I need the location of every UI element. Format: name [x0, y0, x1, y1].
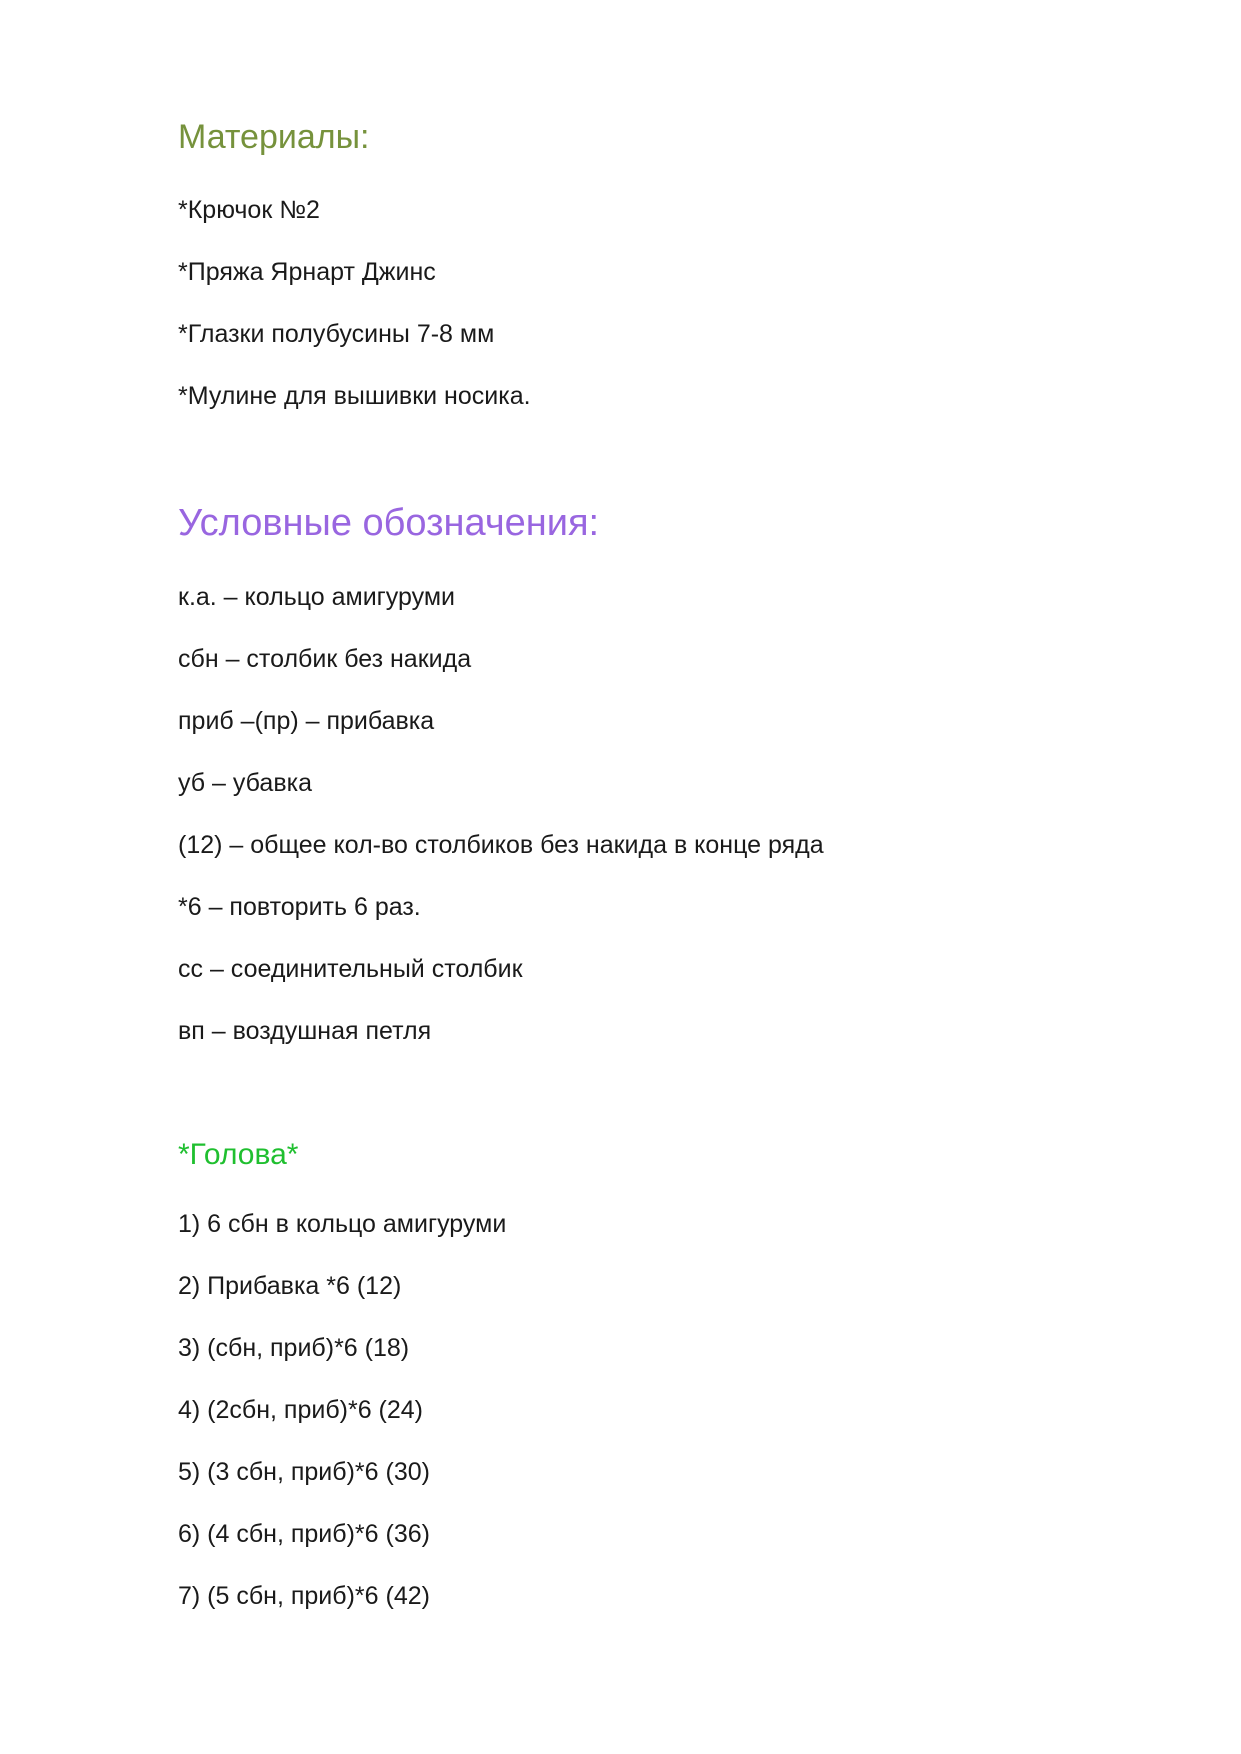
head-row: 7) (5 сбн, приб)*6 (42): [178, 1582, 430, 1610]
legend-list: [178, 566, 824, 1062]
materials-item: *Глазки полубусины 7-8 мм: [178, 320, 495, 348]
head-row: 6) (4 сбн, приб)*6 (36): [178, 1520, 430, 1548]
head-rows-list: [178, 1193, 506, 1627]
materials-heading: Материалы:: [178, 118, 370, 156]
legend-heading: Условные обозначения:: [178, 502, 600, 544]
legend-item: сбн – столбик без накида: [178, 645, 472, 673]
materials-list: [178, 179, 531, 427]
head-row: 3) (сбн, приб)*6 (18): [178, 1334, 410, 1362]
legend-item: вп – воздушная петля: [178, 1017, 432, 1045]
head-section-heading: *Голова*: [178, 1138, 299, 1171]
materials-item: *Крючок №2: [178, 196, 320, 224]
head-row: 1) 6 сбн в кольцо амигуруми: [178, 1210, 507, 1238]
legend-item: уб – убавка: [178, 769, 312, 797]
materials-item: *Пряжа Ярнарт Джинс: [178, 258, 436, 286]
materials-item: *Мулине для вышивки носика.: [178, 382, 531, 410]
head-row: 5) (3 сбн, приб)*6 (30): [178, 1458, 430, 1486]
legend-item: *6 – повторить 6 раз.: [178, 893, 421, 921]
legend-item: сс – соединительный столбик: [178, 955, 523, 983]
legend-item: приб –(пр) – прибавка: [178, 707, 435, 735]
head-row: 2) Прибавка *6 (12): [178, 1272, 402, 1300]
head-row: 4) (2сбн, приб)*6 (24): [178, 1396, 424, 1424]
legend-item: к.а. – кольцо амигуруми: [178, 583, 455, 611]
legend-item: (12) – общее кол-во столбиков без накида в конце ряда: [178, 831, 824, 859]
